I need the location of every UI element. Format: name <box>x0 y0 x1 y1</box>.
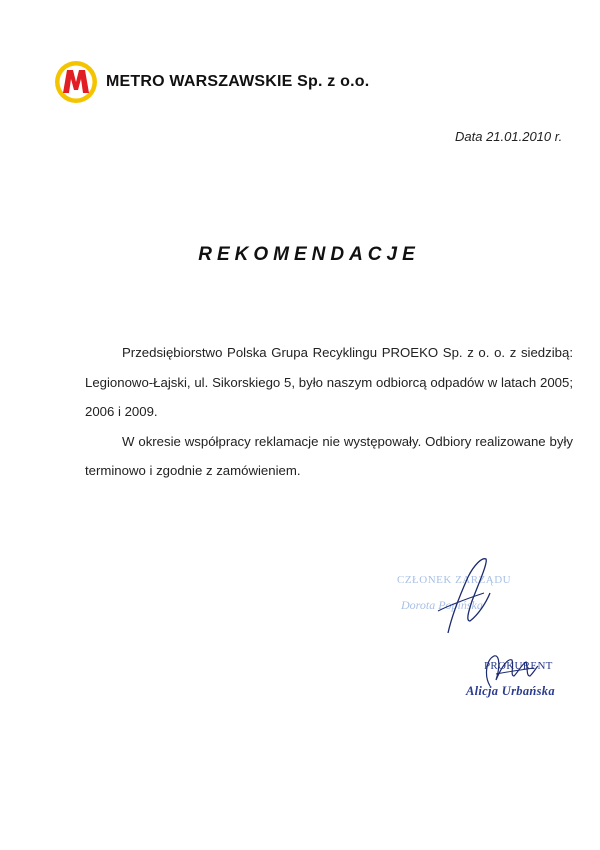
company-name: METRO WARSZAWSKIE Sp. z o.o. <box>106 73 370 90</box>
stamp-role-2: PROKURENT <box>484 660 553 672</box>
metro-m-logo-icon <box>54 60 98 104</box>
stamp-name-2: Alicja Urbańska <box>466 684 555 698</box>
letter-body <box>85 338 573 486</box>
handwritten-signature-1 <box>408 555 518 635</box>
document-date: Data 21.01.2010 r. <box>455 129 563 144</box>
stamp-role-1: CZŁONEK ZARZĄDU <box>397 574 512 586</box>
handwritten-signature-2 <box>476 646 542 690</box>
document-title: REKOMENDACJE <box>198 244 420 265</box>
stamp-name-1: Dorota Popińska <box>401 598 483 612</box>
body-paragraph-2: W okresie współpracy reklamacje nie występowały. Odbiory realizowane były terminowo i zgodnie z zamówieniem. <box>85 433 573 478</box>
body-paragraph-1: Przedsiębiorstwo Polska Grupa Recyklingu PROEKO Sp. z o. o. z siedzibą: Legionowo-Łajski, ul. Sikorskiego 5, było naszym odbiorcą odpadów w latach 2005; 2006 i 2009. <box>85 345 573 419</box>
